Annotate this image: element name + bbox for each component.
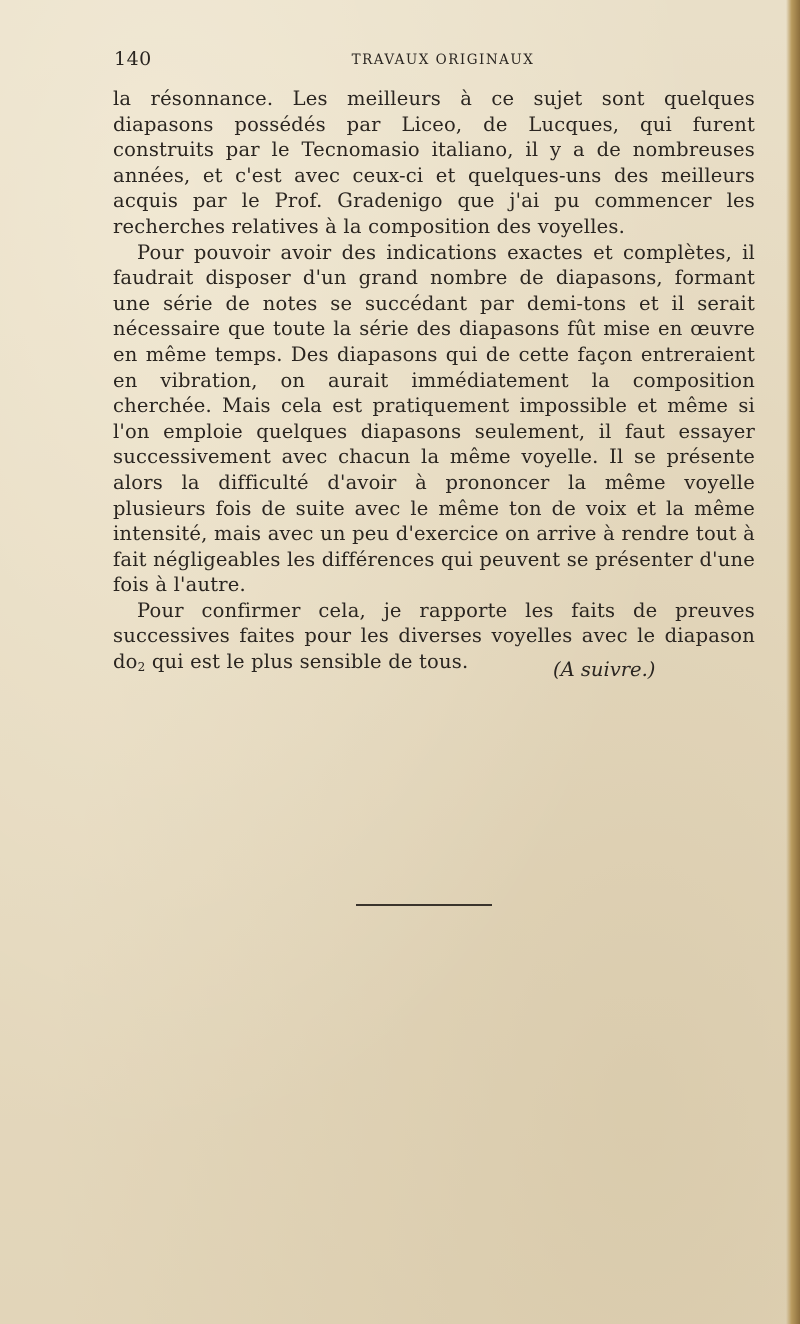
paragraph-1: la résonnance. Les meilleurs à ce sujet sont quelques diapasons possédés par Liceo, de Lucques, qui furent construits par le Tecnomasio italiano, il y a de nombreuses années, et c'est avec ceux-ci et quelques-uns des meilleurs acquis par le Prof. Gradenigo que j'ai pu commencer les recherches relatives à la composition des voyelles. <box>113 87 755 238</box>
running-title: TRAVAUX ORIGINAUX <box>351 52 535 68</box>
body-text <box>113 86 755 681</box>
paragraph-3-subscript: 2 <box>137 660 146 675</box>
paragraph-2: Pour pouvoir avoir des indications exactes et complètes, il faudrait disposer d'un grand nombre de diapasons, formant une série de notes se succédant par demi-tons et il serait nécessaire que toute la série des diapasons fût mise en œuvre en même temps. Des diapasons qui de cette façon entreraient en vibration, on aurait immédiatement la composition cherchée. Mais cela est pratiquement impossible et même si l'on emploie quelques diapasons seulement, il faut essayer successivement avec chacun la même voyelle. Il se présente alors la difficulté d'avoir à prononcer la même voyelle plusieurs fois de suite avec le même ton de voix et la même intensité, mais avec un peu d'exercice on arrive à rendre tout à fait négligeables les différences qui peuvent se présenter d'une fois à l'autre. <box>113 240 755 597</box>
page-number: 140 <box>114 48 152 70</box>
paragraph-3-text-start: Pour confirmer cela, je rapporte les faits de preuves successives faites pour les diverses voyelles avec le diapason do <box>113 598 755 674</box>
paragraph-3-text-end: qui est le plus sensible de tous. <box>145 650 469 674</box>
page-header <box>114 48 754 74</box>
book-spine-shadow <box>786 0 800 1324</box>
paragraph-3 <box>113 598 755 681</box>
end-rule <box>356 904 492 906</box>
continuation-note: (A suivre.) <box>553 658 656 681</box>
